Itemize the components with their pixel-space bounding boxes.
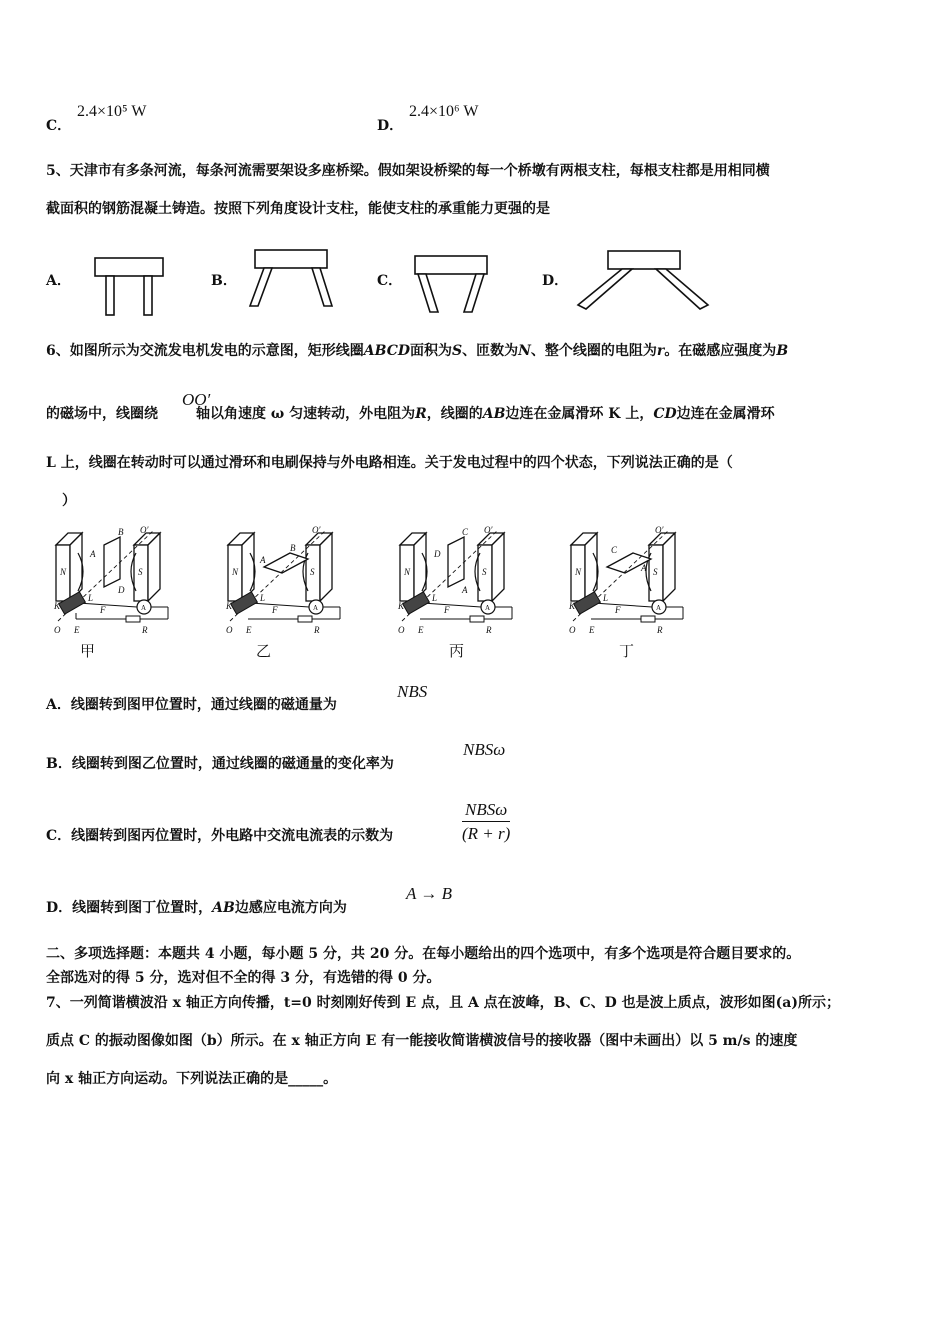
svg-text:D: D (434, 549, 441, 559)
svg-text:E: E (74, 625, 80, 635)
svg-text:A: A (141, 604, 147, 612)
q6-line1: 6、如图所示为交流发电机发电的示意图，矩形线圈ABCD面积为S、匝数为N、整个线圈的电阻为r。在磁感应强度为B (46, 343, 789, 359)
q5-option-c-label: C． (377, 273, 403, 289)
q6-option-a-text: A．线圈转到图甲位置时，通过线圈的磁通量为 (46, 697, 337, 713)
svg-text:B: B (290, 543, 296, 553)
q7-line3: 向 x 轴正方向运动。下列说法正确的是_____。 (46, 1071, 338, 1087)
q5-option-a-label: A． (46, 273, 71, 289)
svg-text:N: N (575, 567, 582, 577)
q6-option-a-math: NBS (397, 682, 428, 701)
q5-line2: 截面积的钢筋混凝土铸造。按照下列角度设计支柱，能使支柱的承重能力更强的是 (46, 201, 550, 217)
svg-text:F: F (100, 605, 106, 615)
q6-option-b-math: NBSω (463, 740, 506, 759)
svg-text:O′: O′ (484, 525, 493, 535)
q5-pillar-splayed-figure (250, 248, 334, 310)
q7-line1: 7、一列简谐横波沿 x 轴正方向传播，t=0 时刻刚好传到 E 点，且 A 点在波峰，B、C、D 也是波上质点，波形如图(a)所示； (46, 995, 840, 1011)
svg-text:S: S (482, 567, 487, 577)
q4-option-d-value: 2.4×10⁶ W (409, 103, 479, 120)
svg-text:A: A (313, 604, 319, 612)
svg-text:F: F (444, 605, 450, 615)
svg-text:S: S (138, 567, 143, 577)
q5-pillar-wide-figure (576, 249, 712, 313)
svg-text:C: C (462, 527, 469, 537)
q6-line4: ） (62, 493, 76, 509)
q6-line2: 的磁场中，线圈绕 轴以角速度 ω 匀速转动，外电阻为R，线圈的AB边连在金属滑环 K 上，CD边连在金属滑环 (46, 406, 775, 422)
svg-text:L: L (603, 593, 609, 603)
svg-text:A: A (485, 604, 491, 612)
svg-text:D: D (118, 585, 125, 595)
svg-text:E: E (418, 625, 424, 635)
svg-text:A: A (90, 549, 96, 559)
q5-option-b-label: B． (211, 273, 237, 289)
svg-text:O′: O′ (312, 525, 321, 535)
svg-text:O: O (226, 625, 233, 635)
svg-text:O′: O′ (655, 525, 664, 535)
svg-text:B: B (118, 527, 124, 537)
svg-text:A: A (260, 555, 266, 565)
q6-option-c-denominator: (R + r) (462, 824, 511, 843)
caption-bing: 丙 (449, 642, 465, 660)
svg-text:R: R (657, 625, 663, 635)
svg-text:L: L (260, 593, 266, 603)
q4-option-d-label: D． (377, 118, 404, 134)
generator-figure-ding (563, 523, 703, 638)
svg-text:L: L (432, 593, 438, 603)
q6-option-d-math: A → B (406, 884, 452, 903)
q4-option-c-label: C． (46, 118, 72, 134)
svg-text:E: E (589, 625, 595, 635)
svg-text:E: E (246, 625, 252, 635)
svg-text:A: A (462, 585, 468, 595)
svg-text:A: A (656, 604, 662, 612)
q5-line1: 5、天津市有多条河流，每条河流需要架设多座桥梁。假如架设桥梁的每一个桥墩有两根支柱，每根支柱都是用相同横 (46, 163, 770, 179)
svg-text:N: N (60, 567, 67, 577)
q5-option-d-label: D． (542, 273, 569, 289)
q6-option-d-text: D．线圈转到图丁位置时，AB边感应电流方向为 (46, 900, 347, 916)
svg-text:L: L (88, 593, 94, 603)
svg-text:O: O (398, 625, 405, 635)
q6-option-b-text: B．线圈转到图乙位置时，通过线圈的磁通量的变化率为 (46, 756, 394, 772)
section2-line1: 二、多项选择题：本题共 4 小题，每小题 5 分，共 20 分。在每小题给出的四个选项中，有多个选项是符合题目要求的。 (46, 946, 801, 962)
svg-text:F: F (615, 605, 621, 615)
q5-pillar-inward-figure (412, 254, 492, 316)
generator-figure-yi (220, 523, 360, 638)
svg-text:S: S (310, 567, 315, 577)
svg-text:F: F (272, 605, 278, 615)
svg-text:R: R (142, 625, 148, 635)
svg-text:C: C (611, 545, 618, 555)
svg-text:K: K (569, 601, 576, 611)
generator-figure-bing (392, 523, 532, 638)
q6-option-c-text: C．线圈转到图丙位置时，外电路中交流电流表的示数为 (46, 828, 394, 844)
svg-text:A: A (641, 563, 647, 573)
q5-pillar-vertical-figure (92, 255, 166, 317)
svg-text:R: R (486, 625, 492, 635)
caption-yi: 乙 (256, 642, 272, 660)
svg-text:K: K (54, 601, 61, 611)
caption-ding: 丁 (619, 642, 635, 660)
section2-line2: 全部选对的得 5 分，选对但不全的得 3 分，有选错的得 0 分。 (46, 970, 441, 986)
q6-option-c-fraction (462, 800, 510, 844)
svg-text:N: N (404, 567, 411, 577)
svg-text:O: O (54, 625, 61, 635)
q6-line3: L 上，线圈在转动时可以通过滑环和电刷保持与外电路相连。关于发电过程中的四个状态，下列说法正确的是（ (46, 455, 733, 471)
generator-figure-jia (48, 523, 188, 638)
q6-axis-symbol: OO′ (182, 390, 211, 409)
svg-text:N: N (232, 567, 239, 577)
q7-line2: 质点 C 的振动图像如图（b）所示。在 x 轴正方向 E 有一能接收简谐横波信号的接收器（图中未画出）以 5 m/s 的速度 (46, 1033, 798, 1049)
svg-text:S: S (653, 567, 658, 577)
q4-option-c-value: 2.4×10⁵ W (77, 103, 147, 120)
q6-option-c-numerator: NBSω (462, 800, 510, 822)
svg-text:R: R (314, 625, 320, 635)
svg-text:K: K (398, 601, 405, 611)
svg-text:O: O (569, 625, 576, 635)
caption-jia: 甲 (80, 642, 96, 660)
svg-text:K: K (226, 601, 233, 611)
svg-text:O′: O′ (140, 525, 149, 535)
